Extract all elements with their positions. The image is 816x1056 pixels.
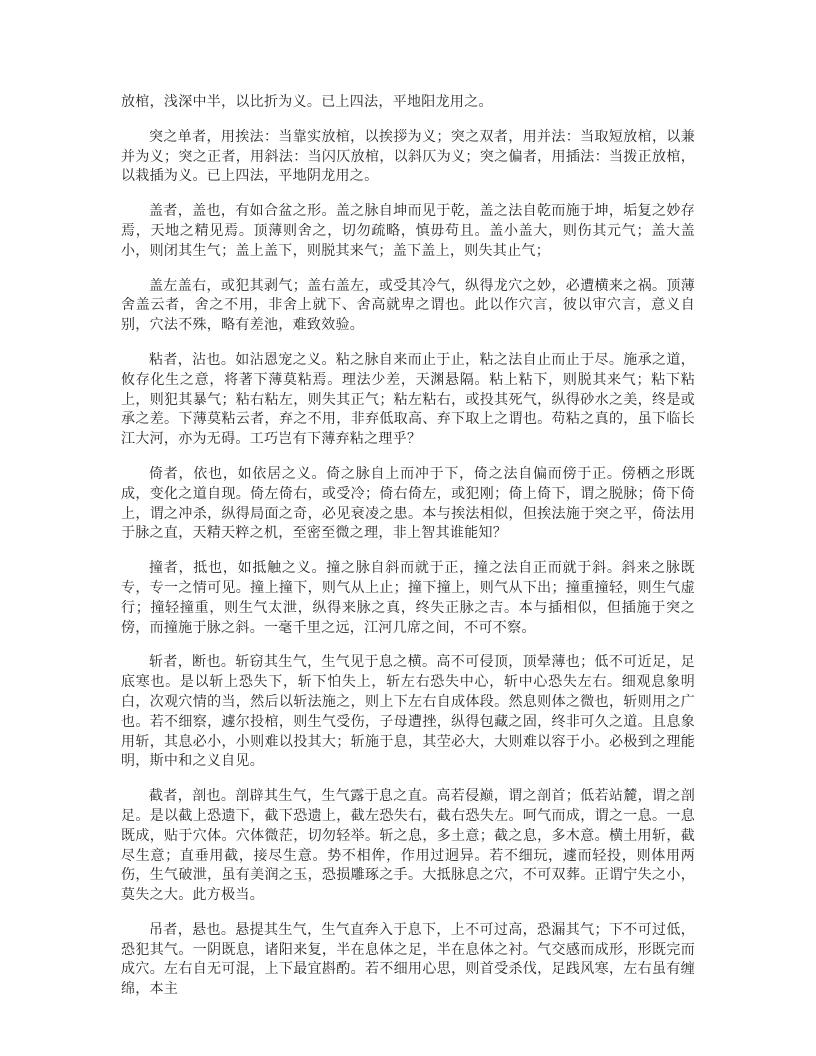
paragraph-9: 截者，剖也。剖辟其生气，生气露于息之直。高若侵巅，谓之剖首；低若站麓，谓之剖足。是以截上恐遗下，截下恐遗上，截左恐失右，截右恐失左。呵气而成，谓之一息。一息既成，贴于穴体。穴体微茫，切勿轻举。斩之息，多土意；截之息，多木意。横土用斩，截尽生意；直垂用截，接尽生意。势不相侔，作用过迥异。若不细玩，遽而轻投，则体用两伤，生气破泄，虽有美润之玉，恐损雕琢之手。大抵脉息之穴，不可双葬。正谓宁失之小，莫失之大。此方极当。 — [121, 789, 695, 904]
document-content — [121, 93, 695, 1000]
paragraph-2: 突之单者，用挨法：当靠实放棺，以挨拶为义；突之双者，用并法：当取短放棺，以兼并为义；突之正者，用斜法：当闪仄放棺，以斜仄为义；突之偏者，用插法：当拨正放棺，以栽插为义。已上四法，平地阴龙用之。 — [121, 129, 695, 185]
paragraph-7: 撞者，抵也，如抵触之义。撞之脉自斜而就于正，撞之法自正而就于斜。斜来之脉既专，专一之情可见。撞上撞下，则气从上止；撞下撞上，则气从下出；撞重撞轻，则生气虚行；撞轻撞重，则生气太泄，纵得来脉之真，终失正脉之吉。本与插相似，但插施于突之傍，而撞施于脉之斜。一毫千里之远，江河几席之间，不可不察。 — [121, 561, 695, 636]
paragraph-8: 斩者，断也。斩窃其生气，生气见于息之横。高不可侵顶，顶晕薄也；低不可近足，足底寒也。是以斩上恐失下，斩下怕失上，斩左右恐失中心，斩中心恐失左右。细观息象明白，次观穴情的当，然后以斩法施之，则上下左右自成体段。然息则体之微也，斩则用之广也。若不细察，遽尔投棺，则生气受伤，子母遭挫，纵得包藏之固，终非可久之道。且息象用斩，其息必小，小则难以投其大；斩施于息，其茔必大，大则难以容于小。必极到之理能明，斯中和之义自见。 — [121, 655, 695, 770]
paragraph-6: 倚者，依也，如依居之义。倚之脉自上而冲于下，倚之法自偏而傍于正。傍栖之形既成，变化之道自现。倚左倚右，或受冷；倚右倚左，或犯刚；倚上倚下，谓之脱脉；倚下倚上，谓之冲杀，纵得局面之奇，必见衰凌之患。本与挨法相似，但挨法施于突之平，倚法用于脉之直，天精天粹之机，至密至微之理，非上智其谁能知？ — [121, 466, 695, 542]
paragraph-10: 吊者，悬也。悬提其生气，生气直奔入于息下，上不可过高，恐漏其气；下不可过低，恐犯其气。一阴既息，诸阳来复，半在息体之足，半在息体之衬。气交感而成形，形既完而成穴。左右自无可混，上下最宜斟酌。若不细用心思，则首受杀伐，足践风寒，左右虽有缠绵，本主 — [121, 922, 695, 998]
paragraph-4: 盖左盖右，或犯其剥气；盖右盖左，或受其冷气，纵得龙穴之妙，必遭横来之祸。顶薄舍盖云者，舍之不用，非舍上就下、舍高就卑之谓也。此以作穴言，彼以审穴言，意义自别，穴法不殊，略有差池，难致效验。 — [121, 278, 695, 334]
paragraph-1: 放棺，浅深中半，以比折为义。已上四法，平地阳龙用之。 — [121, 95, 493, 110]
paragraph-5: 粘者，沾也。如沾恩宠之义。粘之脉自来而止于止，粘之法自止而止于尽。施承之道，攸存化生之意，将著下薄莫粘焉。理法少差，天渊悬隔。粘上粘下，则脱其来气；粘下粘上，则犯其暴气；粘右粘左，则失其正气；粘左粘右，或投其死气，纵得砂水之美，终是或承之差。下薄莫粘云者，弃之不用，非弃低取高、弃下取上之谓也。苟粘之真的，虽下临长江大河，亦为无碍。工巧岂有下薄弃粘之理乎？ — [121, 352, 695, 448]
paragraph-3: 盖者，盖也，有如合盆之形。盖之脉自坤而见于乾，盖之法自乾而施于坤，垢复之妙存焉，天地之精见焉。顶薄则舍之，切勿疏略，慎毋苟且。盖小盖大，则伤其元气；盖大盖小，则闭其生气；盖上盖下，则脱其来气；盖下盖上，则失其止气； — [121, 204, 695, 259]
